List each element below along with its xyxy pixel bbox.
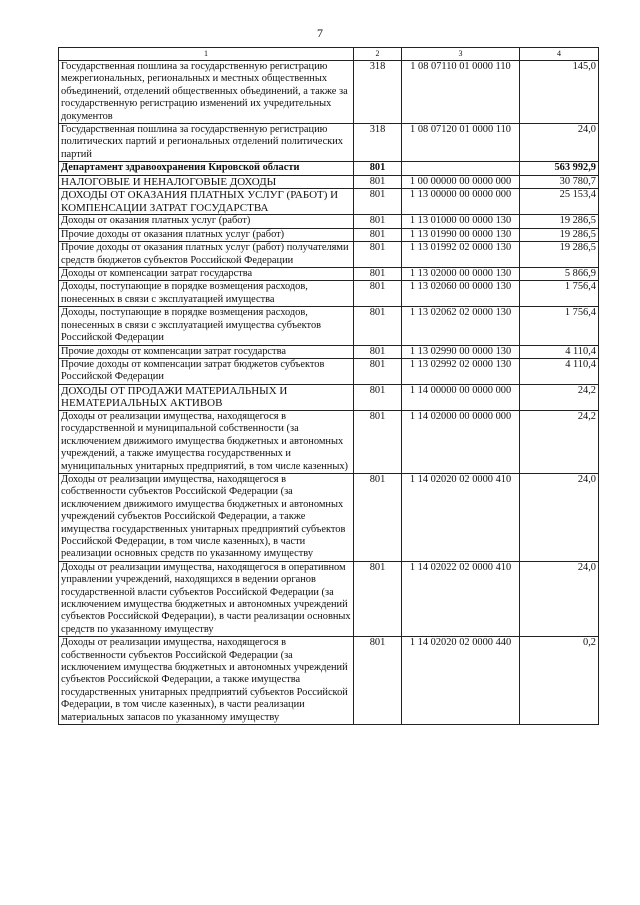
row-amount-cell: 19 286,5 [520, 242, 599, 268]
row-admin-cell: 801 [354, 281, 402, 307]
table-row [59, 228, 599, 241]
row-name-cell: Государственная пошлина за государственную регистрацию политических партий и региональных отделений политических партий [59, 124, 354, 162]
row-amount-cell: 19 286,5 [520, 215, 599, 228]
row-admin-cell: 801 [354, 215, 402, 228]
column-header-name: 1 [59, 48, 354, 61]
row-name-cell: НАЛОГОВЫЕ И НЕНАЛОГОВЫЕ ДОХОДЫ [59, 175, 354, 189]
table-row [59, 124, 599, 162]
row-amount-cell: 24,0 [520, 124, 599, 162]
column-header-code: 3 [402, 48, 520, 61]
row-name-cell: Доходы от оказания платных услуг (работ) [59, 215, 354, 228]
table-row [59, 189, 599, 215]
row-amount-cell: 24,0 [520, 561, 599, 636]
row-admin-cell: 318 [354, 61, 402, 124]
row-admin-cell: 801 [354, 345, 402, 358]
table-row [59, 242, 599, 268]
table-row [59, 215, 599, 228]
table-row [59, 410, 599, 473]
row-name-cell: Доходы, поступающие в порядке возмещения расходов, понесенных в связи с эксплуатацией имущества [59, 281, 354, 307]
row-admin-cell: 801 [354, 307, 402, 345]
row-admin-cell: 801 [354, 358, 402, 384]
row-admin-cell: 801 [354, 637, 402, 725]
row-code-cell: 1 13 02062 02 0000 130 [402, 307, 520, 345]
row-code-cell: 1 00 00000 00 0000 000 [402, 175, 520, 189]
row-code-cell: 1 13 02060 00 0000 130 [402, 281, 520, 307]
row-code-cell: 1 08 07120 01 0000 110 [402, 124, 520, 162]
row-code-cell: 1 08 07110 01 0000 110 [402, 61, 520, 124]
table-row [59, 637, 599, 725]
table-row [59, 307, 599, 345]
table-header-row [59, 48, 599, 61]
row-code-cell: 1 14 02020 02 0000 440 [402, 637, 520, 725]
row-name-cell: Доходы от реализации имущества, находящегося в государственной и муниципальной собственности (за исключением движимого имущества бюджетных и автономных учреждений, а также имущества государственных и муниципальных унитарных предприятий, в том числе казенных) [59, 410, 354, 473]
row-code-cell: 1 14 00000 00 0000 000 [402, 384, 520, 410]
table-body [59, 61, 599, 725]
row-code-cell: 1 13 00000 00 0000 000 [402, 189, 520, 215]
table-row [59, 358, 599, 384]
row-amount-cell: 25 153,4 [520, 189, 599, 215]
row-code-cell: 1 13 02990 00 0000 130 [402, 345, 520, 358]
revenue-table [58, 47, 599, 725]
row-amount-cell: 24,2 [520, 384, 599, 410]
row-admin-cell: 801 [354, 561, 402, 636]
row-admin-cell: 801 [354, 189, 402, 215]
row-name-cell: Прочие доходы от оказания платных услуг (работ) получателями средств бюджетов субъектов Российской Федерации [59, 242, 354, 268]
table-row [59, 268, 599, 281]
table-row [59, 281, 599, 307]
row-admin-cell: 318 [354, 124, 402, 162]
table-row [59, 561, 599, 636]
column-header-amount: 4 [520, 48, 599, 61]
row-amount-cell: 563 992,9 [520, 162, 599, 175]
row-name-cell: Доходы от реализации имущества, находящегося в собственности субъектов Российской Федерации (за исключением имущества бюджетных и автономных учреждений субъектов Российской Федерации, а также имущества государственных унитарных предприятий субъектов Российской Федерации, в том числе казенных), в части реализации материальных запасов по указанному имуществу [59, 637, 354, 725]
table-row [59, 384, 599, 410]
row-name-cell: Прочие доходы от компенсации затрат государства [59, 345, 354, 358]
row-amount-cell: 1 756,4 [520, 281, 599, 307]
row-code-cell: 1 13 01992 02 0000 130 [402, 242, 520, 268]
row-admin-cell: 801 [354, 473, 402, 561]
row-amount-cell: 24,0 [520, 473, 599, 561]
row-code-cell: 1 14 02020 02 0000 410 [402, 473, 520, 561]
row-code-cell: 1 13 01000 00 0000 130 [402, 215, 520, 228]
row-name-cell: Департамент здравоохранения Кировской области [59, 162, 354, 175]
row-amount-cell: 4 110,4 [520, 358, 599, 384]
row-code-cell: 1 13 02000 00 0000 130 [402, 268, 520, 281]
table-row [59, 175, 599, 189]
row-amount-cell: 30 780,7 [520, 175, 599, 189]
row-name-cell: Доходы от компенсации затрат государства [59, 268, 354, 281]
row-name-cell: ДОХОДЫ ОТ ОКАЗАНИЯ ПЛАТНЫХ УСЛУГ (РАБОТ) И КОМПЕНСАЦИИ ЗАТРАТ ГОСУДАРСТВА [59, 189, 354, 215]
row-name-cell: Прочие доходы от оказания платных услуг (работ) [59, 228, 354, 241]
row-admin-cell: 801 [354, 175, 402, 189]
row-admin-cell: 801 [354, 242, 402, 268]
table-row [59, 473, 599, 561]
column-header-admin: 2 [354, 48, 402, 61]
table-row [59, 345, 599, 358]
row-code-cell: 1 14 02000 00 0000 000 [402, 410, 520, 473]
row-name-cell: Государственная пошлина за государственную регистрацию межрегиональных, региональных и местных общественных объединений, отделений общественных объединений, а также за государственную регистрацию изменений их учредительных документов [59, 61, 354, 124]
row-name-cell: Доходы от реализации имущества, находящегося в оперативном управлении учреждений, находящихся в ведении органов государственной власти субъектов Российской Федерации (за исключением имущества бюджетных и автономных учреждений субъектов Российской Федерации), в части реализации основных средств по указанному имуществу [59, 561, 354, 636]
row-code-cell: 1 13 02992 02 0000 130 [402, 358, 520, 384]
table-row [59, 61, 599, 124]
row-amount-cell: 145,0 [520, 61, 599, 124]
row-name-cell: Доходы, поступающие в порядке возмещения расходов, понесенных в связи с эксплуатацией имущества субъектов Российской Федерации [59, 307, 354, 345]
row-amount-cell: 1 756,4 [520, 307, 599, 345]
row-name-cell: Доходы от реализации имущества, находящегося в собственности субъектов Российской Федерации (за исключением движимого имущества бюджетных и автономных учреждений субъектов Российской Федерации, а также имущества государственных унитарных предприятий субъектов Российской Федерации, в том числе казенных), в части реализации основных средств по указанному имуществу [59, 473, 354, 561]
row-admin-cell: 801 [354, 228, 402, 241]
row-admin-cell: 801 [354, 268, 402, 281]
row-name-cell: ДОХОДЫ ОТ ПРОДАЖИ МАТЕРИАЛЬНЫХ И НЕМАТЕРИАЛЬНЫХ АКТИВОВ [59, 384, 354, 410]
row-code-cell: 1 14 02022 02 0000 410 [402, 561, 520, 636]
row-code-cell [402, 162, 520, 175]
row-amount-cell: 24,2 [520, 410, 599, 473]
page-number: 7 [317, 26, 323, 40]
row-admin-cell: 801 [354, 162, 402, 175]
row-amount-cell: 4 110,4 [520, 345, 599, 358]
table-row [59, 162, 599, 175]
row-admin-cell: 801 [354, 384, 402, 410]
row-name-cell: Прочие доходы от компенсации затрат бюджетов субъектов Российской Федерации [59, 358, 354, 384]
row-amount-cell: 0,2 [520, 637, 599, 725]
row-admin-cell: 801 [354, 410, 402, 473]
row-amount-cell: 5 866,9 [520, 268, 599, 281]
row-code-cell: 1 13 01990 00 0000 130 [402, 228, 520, 241]
row-amount-cell: 19 286,5 [520, 228, 599, 241]
